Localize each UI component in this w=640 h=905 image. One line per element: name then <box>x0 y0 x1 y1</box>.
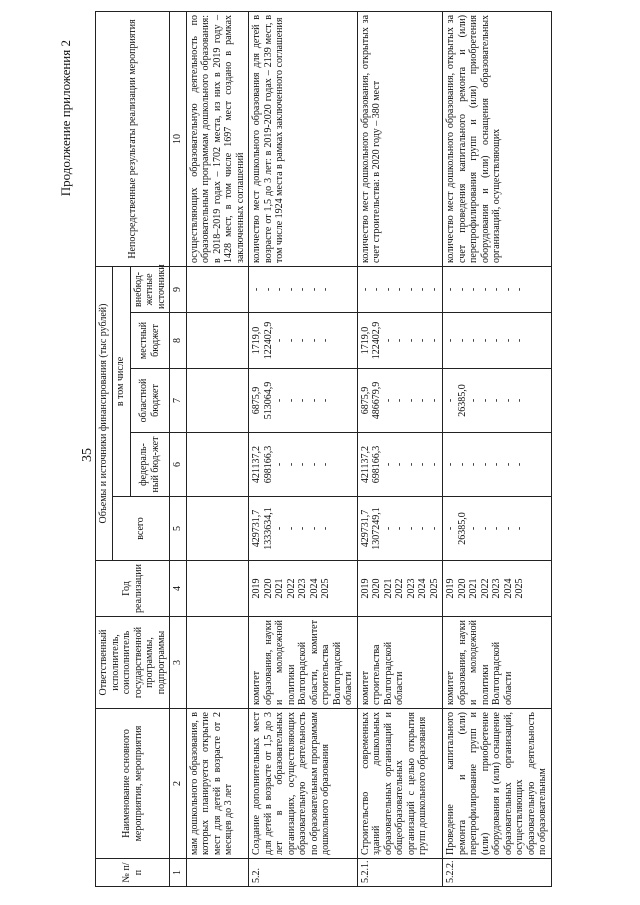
cell-value: - <box>308 287 320 292</box>
cell-value: - <box>491 287 502 292</box>
cell-value: 2022 <box>479 578 491 599</box>
column-index-9: 9 <box>170 266 187 312</box>
cell-value: 2023 <box>491 578 502 599</box>
cell-value: - <box>468 462 479 467</box>
federal-cell <box>357 433 443 497</box>
cell-value: - <box>445 398 456 403</box>
header-year: Год реализации <box>96 561 170 617</box>
measure-executor <box>186 617 249 709</box>
total-cell <box>357 497 443 561</box>
cell-value: - <box>456 338 468 343</box>
cell-value: - <box>502 526 514 531</box>
cell-value: 26385,0 <box>456 512 468 545</box>
total-cell <box>443 497 552 561</box>
cell-value: 122402,9 <box>371 321 382 360</box>
cell-value: - <box>274 398 285 403</box>
cell-value: - <box>428 526 440 531</box>
cell-value: 2025 <box>514 578 525 599</box>
cell-value: - <box>394 287 405 292</box>
regional-cell <box>249 369 358 433</box>
measure-executor: комитет образования, науки и молодежной политики Волгоградской области <box>443 617 552 709</box>
cell-value: - <box>491 526 502 531</box>
cell-value: - <box>456 287 468 292</box>
cell-value: - <box>428 287 440 292</box>
cell-value: - <box>428 338 440 343</box>
cell-value: - <box>417 287 428 292</box>
measure-name: Создание дополнительных мест для детей в возрасте от 1,5 до 3 лет в образовательных организациях, осуществляющих образовательную деятельность по образовательным программам дошкольного образования <box>249 709 358 859</box>
cell-value: 1719,0 <box>251 326 262 355</box>
cell-value: 429731,7 <box>359 509 371 548</box>
cell-value: - <box>285 338 297 343</box>
column-index-7: 7 <box>170 369 187 433</box>
measure-executor: комитет образования, науки и молодежной политики Волгоградской области, комитет строительства Волгоградской области <box>249 617 358 709</box>
cell-value: - <box>502 462 514 467</box>
local-cell <box>357 313 443 369</box>
cell-value: - <box>405 526 417 531</box>
cell-value: - <box>479 462 491 467</box>
cell-value: - <box>308 338 320 343</box>
cell-value: - <box>274 462 285 467</box>
cell-value: - <box>514 462 525 467</box>
cell-value: - <box>308 398 320 403</box>
financing-table <box>95 11 552 887</box>
cell-value: 2020 <box>262 578 274 599</box>
measure-name: Проведение капитального ремонта и (или) перепрофилирование групп и (или) приобретение оборудования и (или) оснащение образовательных организаций, осуществляющих образовательную деятельность по образовательным <box>443 709 552 859</box>
local-cell <box>186 313 249 369</box>
total-cell <box>249 497 358 561</box>
regional-cell <box>186 369 249 433</box>
cell-value: - <box>297 338 308 343</box>
cell-value: - <box>428 398 440 403</box>
cell-value: 2022 <box>285 578 297 599</box>
cell-value: 6875,9 <box>251 386 262 415</box>
column-index-2: 2 <box>170 709 187 859</box>
cell-value: 122402,9 <box>262 321 274 360</box>
regional-cell <box>443 369 552 433</box>
header-financing-group: Объемы и источники финансирования (тыс рублей) <box>96 266 113 560</box>
cell-value: - <box>456 462 468 467</box>
cell-value: - <box>320 462 331 467</box>
cell-value: - <box>445 526 456 531</box>
cell-value: - <box>417 338 428 343</box>
cell-value: - <box>297 398 308 403</box>
cell-value: - <box>428 462 440 467</box>
cell-value: 2020 <box>371 578 382 599</box>
cell-value: 2020 <box>456 578 468 599</box>
cell-value: - <box>308 462 320 467</box>
cell-value: - <box>382 462 394 467</box>
measure-name: Строительство современных зданий дошкольных образовательных организаций и общеобразовательных организаций с целью открытия групп дошкольного образования <box>357 709 443 859</box>
cell-value: - <box>502 287 514 292</box>
cell-value: - <box>285 287 297 292</box>
cell-value: 429731,7 <box>251 509 262 548</box>
year-cell <box>357 561 443 617</box>
cell-value: - <box>405 462 417 467</box>
cell-value: - <box>297 462 308 467</box>
row-number: 5.2.1. <box>357 859 443 887</box>
cell-value: 698166,3 <box>262 445 274 484</box>
cell-value: - <box>274 526 285 531</box>
column-index-5: 5 <box>170 497 187 561</box>
cell-value: 6875,9 <box>359 386 371 415</box>
cell-value: - <box>274 287 285 292</box>
cell-value: - <box>479 526 491 531</box>
column-index-3: 3 <box>170 617 187 709</box>
table-row <box>186 11 249 886</box>
header-including: в том числе <box>112 266 130 496</box>
cell-value: 2019 <box>251 578 262 599</box>
year-cell <box>249 561 358 617</box>
header-extrabudgetary: внебюд-жетные источники <box>130 266 170 312</box>
cell-value: 26385,0 <box>456 384 468 417</box>
cell-value: 2024 <box>417 578 428 599</box>
cell-value: - <box>320 287 331 292</box>
cell-value: - <box>417 398 428 403</box>
cell-value: - <box>359 287 371 292</box>
cell-value: - <box>502 398 514 403</box>
cell-value: 2019 <box>445 578 456 599</box>
cell-value: - <box>382 338 394 343</box>
header-total: всего <box>112 497 170 561</box>
cell-value: - <box>479 287 491 292</box>
cell-value: 1307249,1 <box>371 507 382 550</box>
cell-value: - <box>285 398 297 403</box>
cell-value: - <box>297 526 308 531</box>
cell-value: 2024 <box>502 578 514 599</box>
federal-cell <box>443 433 552 497</box>
column-index-8: 8 <box>170 313 187 369</box>
cell-value: - <box>468 398 479 403</box>
cell-value: - <box>514 398 525 403</box>
header-results: Непосредственные результаты реализации мероприятия <box>96 11 170 266</box>
extrabudgetary-cell <box>443 266 552 312</box>
cell-value: 2021 <box>274 578 285 599</box>
cell-value: - <box>394 526 405 531</box>
cell-value: - <box>394 462 405 467</box>
year-cell <box>186 561 249 617</box>
federal-cell <box>249 433 358 497</box>
cell-value: - <box>371 287 382 292</box>
header-federal: федераль-ный бюд-жет <box>130 433 170 497</box>
cell-value: - <box>491 398 502 403</box>
cell-value: 486679,9 <box>371 381 382 420</box>
cell-value: 1333634,1 <box>262 507 274 550</box>
cell-value: - <box>491 462 502 467</box>
extrabudgetary-cell <box>249 266 358 312</box>
cell-value: - <box>514 287 525 292</box>
table-body <box>186 11 551 886</box>
cell-value: - <box>285 526 297 531</box>
cell-value: 2021 <box>468 578 479 599</box>
row-number: 5.2. <box>249 859 358 887</box>
cell-value: - <box>405 338 417 343</box>
cell-value: - <box>479 338 491 343</box>
cell-value: - <box>394 338 405 343</box>
measure-executor: комитет строительства Волгоградской области <box>357 617 443 709</box>
cell-value: 2023 <box>405 578 417 599</box>
continuation-caption: Продолжение приложения 2 <box>58 40 73 197</box>
year-cell <box>443 561 552 617</box>
cell-value: - <box>285 462 297 467</box>
column-index-4: 4 <box>170 561 187 617</box>
cell-value: - <box>502 338 514 343</box>
cell-value: - <box>468 287 479 292</box>
cell-value: - <box>445 338 456 343</box>
federal-cell <box>186 433 249 497</box>
cell-value: 513064,9 <box>262 381 274 420</box>
measure-name: мам дошкольного образования, в которых планируется открытие мест для детей в возрасте от 2 месяцев до 3 лет <box>186 709 249 859</box>
cell-value: - <box>320 338 331 343</box>
cell-value: - <box>394 398 405 403</box>
column-index-10: 10 <box>170 11 187 266</box>
column-index-6: 6 <box>170 433 187 497</box>
row-number: 5.2.2. <box>443 859 552 887</box>
local-cell <box>443 313 552 369</box>
total-cell <box>186 497 249 561</box>
cell-value: - <box>405 287 417 292</box>
cell-value: 2025 <box>320 578 331 599</box>
cell-value: - <box>445 462 456 467</box>
header-regional: областной бюджет <box>130 369 170 433</box>
header-name: Наименование основного мероприятия, мероприятия <box>96 709 170 859</box>
cell-value: - <box>382 526 394 531</box>
measure-result: количество мест дошкольного образования для детей в возрасте от 1,5 до 3 лет: в 2019-2020 годах – 2139 мест, в том числе 1924 места в рамках заключенного соглашения <box>249 11 358 266</box>
cell-value: 2022 <box>394 578 405 599</box>
cell-value: - <box>445 287 456 292</box>
cell-value: - <box>417 462 428 467</box>
measure-result: количество мест дошкольного образования, открытых за счет строительства: в 2020 году – 380 мест <box>357 11 443 266</box>
extrabudgetary-cell <box>186 266 249 312</box>
cell-value: - <box>308 526 320 531</box>
table-row <box>443 11 552 886</box>
cell-value: - <box>297 287 308 292</box>
cell-value: - <box>262 287 274 292</box>
row-number <box>186 859 249 887</box>
header-executor: Ответственный исполнитель, соисполнитель государственной программы, подпрограммы <box>96 617 170 709</box>
header-local: местный бюджет <box>130 313 170 369</box>
column-index-1: 1 <box>170 859 187 887</box>
extrabudgetary-cell <box>357 266 443 312</box>
cell-value: - <box>479 398 491 403</box>
cell-value: 2021 <box>382 578 394 599</box>
cell-value: - <box>320 398 331 403</box>
cell-value: 421137,2 <box>359 445 371 484</box>
cell-value: - <box>274 338 285 343</box>
cell-value: 1719,0 <box>359 326 371 355</box>
cell-value: 698166,3 <box>371 445 382 484</box>
cell-value: - <box>405 398 417 403</box>
cell-value: - <box>417 526 428 531</box>
header-num: № п/п <box>96 859 170 887</box>
table-row <box>357 11 443 886</box>
local-cell <box>249 313 358 369</box>
measure-result: количество мест дошкольного образования, открытых за счет проведения капитального ремонта и (или) перепрофилирования групп и (или) приобретения оборудования и (или) оснащения образовательных организаций, осуществляющих <box>443 11 552 266</box>
cell-value: - <box>514 526 525 531</box>
cell-value: 2023 <box>297 578 308 599</box>
cell-value: - <box>382 287 394 292</box>
cell-value: 2024 <box>308 578 320 599</box>
cell-value: - <box>468 526 479 531</box>
cell-value: - <box>320 526 331 531</box>
cell-value: - <box>382 398 394 403</box>
table-row <box>249 11 358 886</box>
cell-value: - <box>514 338 525 343</box>
cell-value: - <box>251 287 262 292</box>
cell-value: 421137,2 <box>251 445 262 484</box>
column-index-row <box>170 11 187 886</box>
cell-value: - <box>468 338 479 343</box>
regional-cell <box>357 369 443 433</box>
measure-result: осуществляющих образовательную деятельность по образовательным программам дошкольного образования: в 2018–2019 годах – 1702 места, из них в 2019 году – 1428 мест, в том числе 1697 мест создано в рамках заключенных соглашений <box>186 11 249 266</box>
page-number: 35 <box>80 448 95 462</box>
cell-value: 2019 <box>359 578 371 599</box>
cell-value: 2025 <box>428 578 440 599</box>
cell-value: - <box>491 338 502 343</box>
